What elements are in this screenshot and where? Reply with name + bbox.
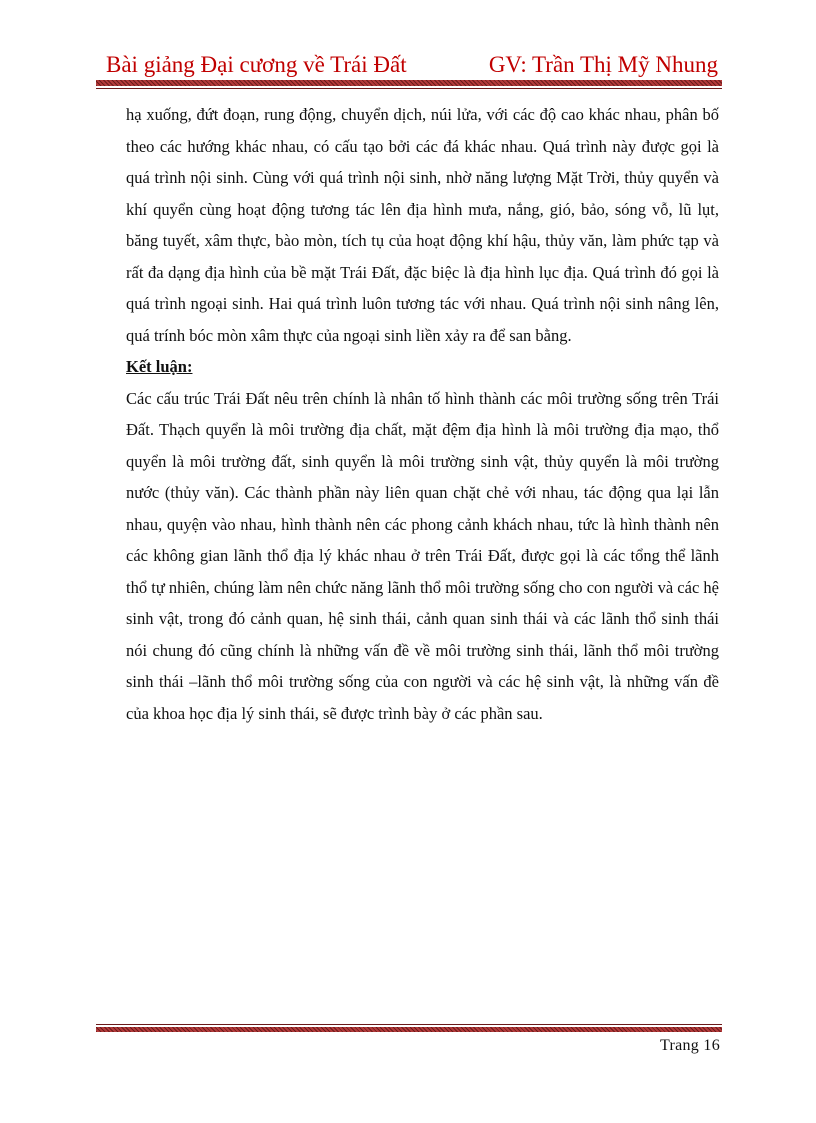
conclusion-paragraph: Các cấu trúc Trái Đất nêu trên chính là nhân tố hình thành các môi trường sống trên Trái Đất. Thạch quyển là môi trường địa chất, mặt đệm địa hình là môi trường địa mạo, thổ quyển là môi trường đất, sinh quyển là môi trường sinh vật, thủy quyển là môi trường nước (thủy văn). Các thành phần này liên quan chặt chẻ với nhau, tác động qua lại lẫn nhau, quyện vào nhau, hình thành nên các phong cảnh khách nhau, tức là hình thành nên các không gian lãnh thổ địa lý khác nhau ở trên Trái Đất, được gọi là các tổng thể lãnh thổ tự nhiên, chúng làm nên chức năng lãnh thổ môi trường sống cho con người và các hệ sinh vật, trong đó cảnh quan, hệ sinh thái, cảnh quan sinh thái và các lãnh thổ sinh thái nói chung đó cũng chính là những vấn đề về môi trường sinh thái, lãnh thổ môi trường sinh thái –lãnh thổ môi trường sống của con người và các hệ sinh vật, là những vấn đề của khoa học địa lý sinh thái, sẽ được trình bày ở các phần sau. [126, 388, 719, 723]
conclusion-heading: Kết luận: [126, 357, 193, 376]
page-content [126, 99, 719, 729]
header-title: Bài giảng Đại cương về Trái Đất [106, 52, 407, 77]
conclusion-heading-row [126, 351, 719, 383]
body-paragraph: hạ xuống, đứt đoạn, rung động, chuyển dịch, núi lửa, với các độ cao khác nhau, phân bố theo các hướng khác nhau, có cấu tạo bởi các đá khác nhau. Quá trình này được gọi là quá trình nội sinh. Cùng với quá trình nội sinh, nhờ năng lượng Mặt Trời, thủy quyển và khí quyển cùng hoạt động tương tác lên địa hình mưa, nắng, gió, bảo, sóng vỗ, lũ lụt, băng tuyết, xâm thực, bào mòn, tích tụ của hoạt động khí hậu, thủy văn, làm phức tạp và rất đa dạng địa hình của bề mặt Trái Đất, đặc biệc là địa hình lục địa. Quá trình đó gọi là quá trình ngoại sinh. Hai quá trình luôn tương tác với nhau. Quá trình nội sinh nâng lên, quá trính bóc mòn xâm thực của ngoại sinh liền xảy ra để san bằng. [126, 105, 719, 345]
page-header [96, 48, 722, 82]
footer-rule [96, 1027, 722, 1032]
header-rule [96, 80, 722, 86]
header-rule-thin [96, 88, 722, 89]
header-author: GV: Trần Thị Mỹ Nhung [488, 52, 718, 77]
footer-rule-thin [96, 1024, 722, 1025]
page-number: Trang 16 [659, 1037, 720, 1054]
